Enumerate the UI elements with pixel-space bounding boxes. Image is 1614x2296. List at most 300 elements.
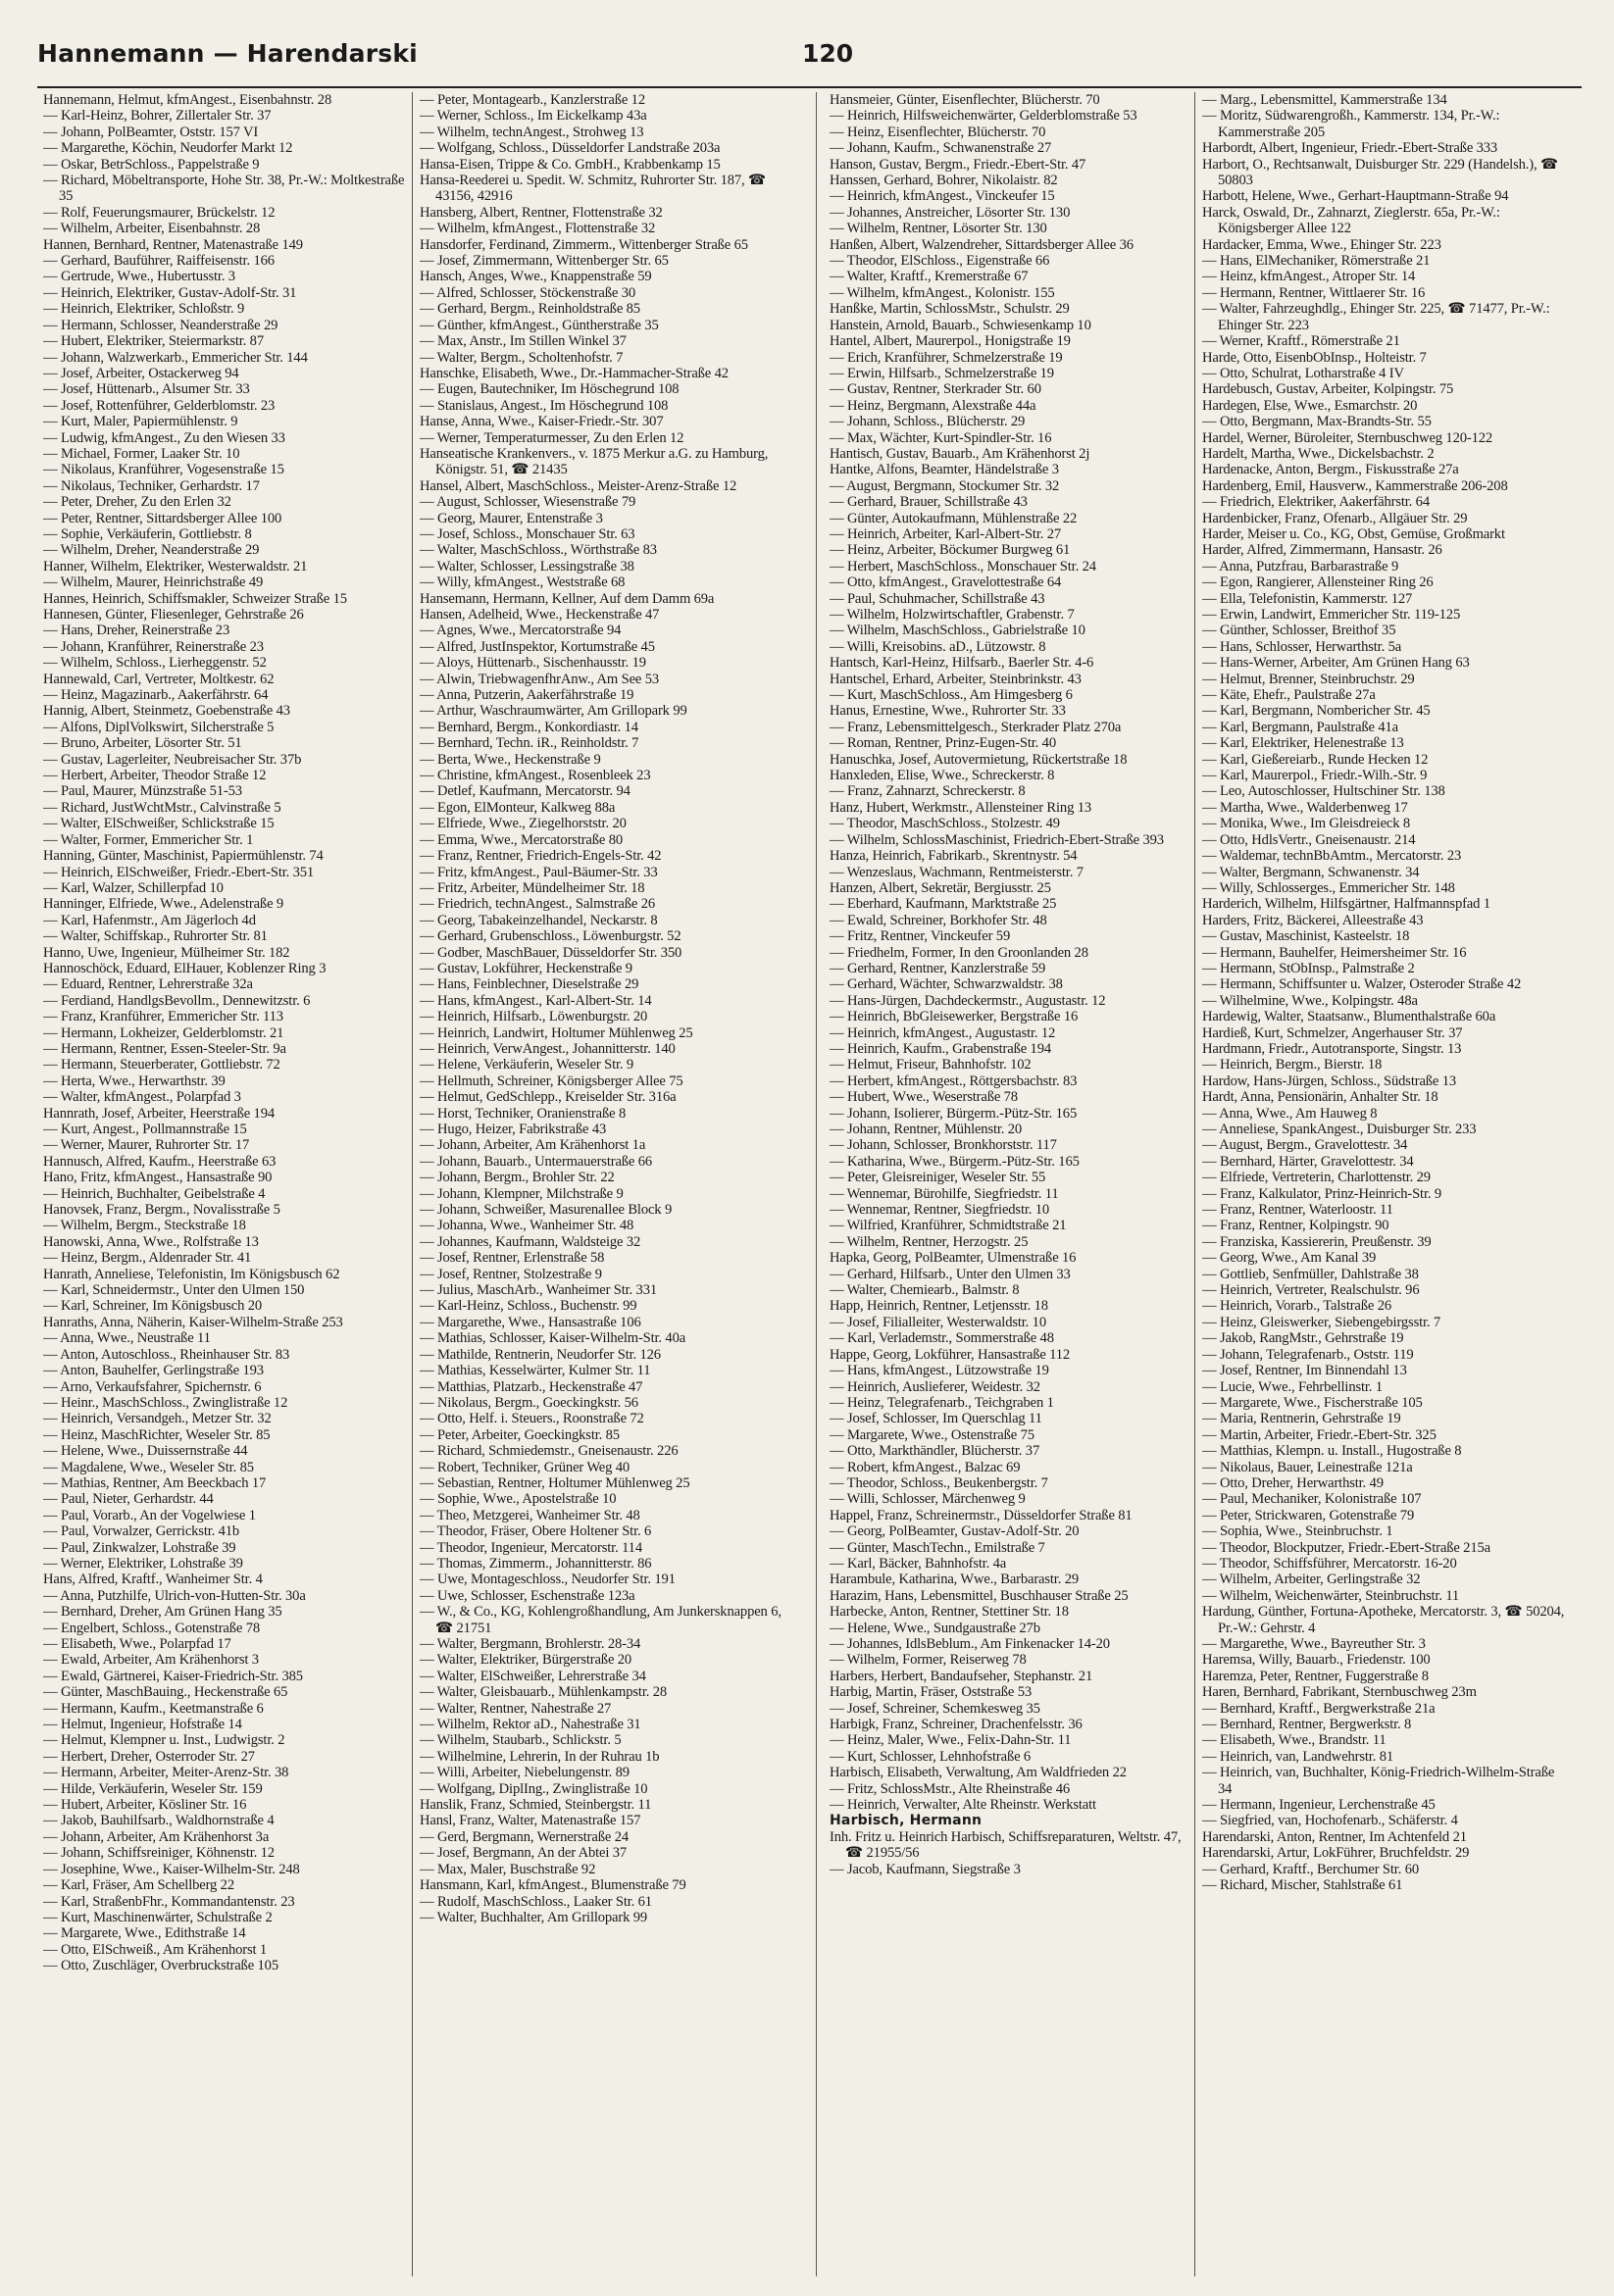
directory-entry: — Eduard, Rentner, Lehrerstraße 32a — [43, 976, 253, 993]
directory-entry: — Josef, Rentner, Stolzestraße 9 — [420, 1266, 602, 1282]
directory-entry: — Günter, MaschBauing., Heckenstraße 65 — [43, 1684, 288, 1701]
directory-entry: — Wilhelm, Former, Reiserweg 78 — [830, 1652, 1027, 1669]
directory-entry: Harder, Alfred, Zimmermann, Hansastr. 26 — [1202, 542, 1442, 559]
directory-entry: — Theodor, Fräser, Obere Holtener Str. 6 — [420, 1523, 652, 1540]
directory-entry: — Walter, Chemiearb., Balmstr. 8 — [830, 1282, 1020, 1299]
directory-entry: — Godber, MaschBauer, Düsseldorfer Str. 350 — [420, 944, 682, 961]
directory-entry: — Kurt, Schlosser, Lehnhofstraße 6 — [830, 1748, 1032, 1765]
directory-entry: Hanovsek, Franz, Bergm., Novalisstraße 5 — [43, 1202, 280, 1219]
directory-entry: — Agnes, Wwe., Mercatorstraße 94 — [420, 623, 622, 639]
directory-entry: — Detlef, Kaufmann, Mercatorstr. 94 — [420, 783, 630, 800]
directory-entry: — Hans, Feinblechner, Dieselstraße 29 — [420, 976, 639, 993]
directory-entry: — Franz, Lebensmittelgesch., Sterkrader Platz 270a — [830, 719, 1122, 735]
directory-entry: — Sebastian, Rentner, Holtumer Mühlenweg 25 — [420, 1474, 690, 1491]
directory-entry: — Heinr., MaschSchloss., Zwinglistraße 12 — [43, 1394, 288, 1411]
directory-entry: — Otto, ElSchweiß., Am Krähenhorst 1 — [43, 1941, 268, 1958]
directory-entry: — Walter, Bergm., Scholtenhofstr. 7 — [420, 349, 624, 366]
directory-entry: — Walter, Former, Emmericher Str. 1 — [43, 831, 254, 848]
directory-entry: — Wilhelm, SchlossMaschinist, Friedrich-Ebert-Straße 393 — [830, 831, 1164, 848]
directory-entry: — Josef, Schloss., Monschauer Str. 63 — [420, 525, 635, 542]
column-divider — [816, 92, 817, 2276]
directory-entry: Harder, Meiser u. Co., KG, Obst, Gemüse, Großmarkt — [1202, 525, 1505, 542]
directory-entry: — Bernhard, Dreher, Am Grünen Hang 35 — [43, 1604, 282, 1621]
directory-entry: — Josef, Schreiner, Schemkesweg 35 — [830, 1700, 1040, 1717]
directory-entry: Hantschel, Erhard, Arbeiter, Steinbrinkstr. 43 — [830, 671, 1082, 687]
directory-entry: — Franz, Rentner, Kolpingstr. 90 — [1202, 1218, 1389, 1234]
directory-entry: Hannrath, Josef, Arbeiter, Heerstraße 194 — [43, 1105, 276, 1122]
directory-entry: — Willi, Schlosser, Märchenweg 9 — [830, 1491, 1026, 1508]
directory-entry: — Wilhelm, Rektor aD., Nahestraße 31 — [420, 1717, 641, 1733]
directory-entry: — Hans, Dreher, Reinerstraße 23 — [43, 623, 230, 639]
directory-entry: Harendarski, Artur, LokFührer, Bruchfeldstr. 29 — [1202, 1845, 1470, 1862]
directory-entry: — Gerhard, Grubenschloss., Löwenburgstr. 52 — [420, 928, 681, 945]
directory-entry: — Martin, Arbeiter, Friedr.-Ebert-Str. 325 — [1202, 1426, 1437, 1443]
directory-entry: — Johann, Schloss., Blücherstr. 29 — [830, 414, 1026, 430]
directory-entry: — Gottlieb, Senfmüller, Dahlstraße 38 — [1202, 1266, 1419, 1282]
directory-entry: — Werner, Temperaturmesser, Zu den Erlen 12 — [420, 429, 684, 446]
directory-entry: — Wilhelm, Arbeiter, Gerlingstraße 32 — [1202, 1572, 1421, 1588]
directory-entry: — Christine, kfmAngest., Rosenbleek 23 — [420, 768, 651, 784]
directory-entry: — Heinz, Maler, Wwe., Felix-Dahn-Str. 11 — [830, 1732, 1072, 1749]
directory-entry: Hardacker, Emma, Wwe., Ehinger Str. 223 — [1202, 236, 1441, 253]
directory-entry: — Katharina, Wwe., Bürgerm.-Pütz-Str. 165 — [830, 1153, 1080, 1170]
directory-entry: Hardieß, Kurt, Schmelzer, Angerhauser Str. 37 — [1202, 1024, 1463, 1041]
directory-entry: — Willy, kfmAngest., Weststraße 68 — [420, 574, 626, 591]
directory-entry: — Josef, Rentner, Erlenstraße 58 — [420, 1250, 605, 1267]
directory-entry: — Walter, Schiffskap., Ruhrorter Str. 81 — [43, 928, 268, 945]
directory-entry: — Wilhelmine, Lehrerin, In der Ruhrau 1b — [420, 1748, 660, 1765]
directory-entry: — Heinz, Telegrafenarb., Teichgraben 1 — [830, 1394, 1054, 1411]
directory-entry: — Heinrich, kfmAngest., Vinckeufer 15 — [830, 188, 1055, 205]
directory-entry: — Sophie, Verkäuferin, Gottliebstr. 8 — [43, 525, 252, 542]
directory-entry: — Elisabeth, Wwe., Brandstr. 11 — [1202, 1732, 1387, 1749]
directory-entry: — Wilhelm, technAngest., Strohweg 13 — [420, 124, 644, 140]
directory-entry: Hanßke, Martin, SchlossMstr., Schulstr. 29 — [830, 301, 1070, 318]
directory-entry: — Werner, Elektriker, Lohstraße 39 — [43, 1555, 243, 1572]
directory-entry: — Heinrich, Verwalter, Alte Rheinstr. Werkstatt — [830, 1797, 1096, 1814]
directory-entry: Hannemann, Helmut, kfmAngest., Eisenbahnstr. 28 — [43, 92, 332, 108]
directory-entry: — Wennemar, Bürohilfe, Siegfriedstr. 11 — [830, 1185, 1059, 1202]
directory-entry: — Johann, Arbeiter, Am Krähenhorst 3a — [43, 1828, 270, 1845]
directory-entry: — Sophie, Wwe., Apostelstraße 10 — [420, 1491, 617, 1508]
directory-entry: Hanssen, Gerhard, Bohrer, Nikolaistr. 82 — [830, 173, 1058, 189]
directory-entry: Hannesen, Günter, Fliesenleger, Gehrstraße 26 — [43, 607, 304, 623]
page-header — [37, 39, 1582, 84]
directory-entry: — Bernhard, Härter, Gravelottestr. 34 — [1202, 1153, 1414, 1170]
directory-entry: Hanzen, Albert, Sekretär, Bergiusstr. 25 — [830, 879, 1051, 896]
directory-entry: — Waldemar, technBbAmtm., Mercatorstr. 23 — [1202, 848, 1462, 865]
directory-entry: — Bernhard, Bergm., Konkordiastr. 14 — [420, 719, 638, 735]
directory-entry: — Uwe, Montageschloss., Neudorfer Str. 191 — [420, 1572, 676, 1588]
directory-entry: — Gerhard, Rentner, Kanzlerstraße 59 — [830, 960, 1046, 976]
directory-entry: Harde, Otto, EisenbObInsp., Holteistr. 7 — [1202, 349, 1427, 366]
directory-entry: — Helene, Wwe., Duissernstraße 44 — [43, 1443, 248, 1460]
directory-entry: Harderich, Wilhelm, Hilfsgärtner, Halfmannspfad 1 — [1202, 896, 1490, 913]
directory-entry: — Johann, Walzwerkarb., Emmericher Str. 144 — [43, 349, 308, 366]
directory-entry: Harders, Fritz, Bäckerei, Alleestraße 43 — [1202, 912, 1424, 928]
directory-entry: — Uwe, Schlosser, Eschenstraße 123a — [420, 1587, 635, 1604]
directory-entry: — Magdalene, Wwe., Weseler Str. 85 — [43, 1459, 254, 1475]
directory-entry: — Roman, Rentner, Prinz-Eugen-Str. 40 — [830, 735, 1056, 752]
directory-entry: — Karl, Schneidermstr., Unter den Ulmen 150 — [43, 1282, 305, 1299]
directory-entry: Hannig, Albert, Steinmetz, Goebenstraße 43 — [43, 703, 290, 720]
directory-entry: — Georg, Wwe., Am Kanal 39 — [1202, 1250, 1377, 1267]
directory-entry: — Fritz, SchlossMstr., Alte Rheinstraße 46 — [830, 1780, 1071, 1797]
directory-entry: — Jakob, RangMstr., Gehrstraße 19 — [1202, 1330, 1404, 1347]
directory-entry: — Johann, PolBeamter, Oststr. 157 VI — [43, 124, 259, 140]
directory-entry: — Walter, MaschSchloss., Wörthstraße 83 — [420, 542, 657, 559]
directory-entry: — Josephine, Wwe., Kaiser-Wilhelm-Str. 248 — [43, 1861, 300, 1877]
directory-entry: — Theodor, MaschSchloss., Stolzestr. 49 — [830, 816, 1060, 832]
directory-entry: — Heinrich, van, Landwehrstr. 81 — [1202, 1748, 1394, 1765]
column-divider — [1194, 92, 1195, 2276]
directory-entry: Hantisch, Gustav, Bauarb., Am Krähenhorst 2j — [830, 445, 1090, 462]
directory-entry: — Hermann, Arbeiter, Meiter-Arenz-Str. 38 — [43, 1765, 289, 1781]
directory-entry: — Elfriede, Wwe., Ziegelhorststr. 20 — [420, 816, 627, 832]
directory-entry: — Michael, Former, Laaker Str. 10 — [43, 445, 240, 462]
directory-entry: — Kurt, Maler, Papiermühlenstr. 9 — [43, 414, 238, 430]
directory-entry: Hardenacke, Anton, Bergm., Fiskusstraße 27a — [1202, 462, 1459, 478]
directory-entry: — Karl, Bergmann, Paulstraße 41a — [1202, 719, 1399, 735]
directory-entry: — Monika, Wwe., Im Gleisdreieck 8 — [1202, 816, 1411, 832]
directory-entry: — Nikolaus, Bergm., Goeckingkstr. 56 — [420, 1394, 638, 1411]
directory-entry: — Johann, Schiffsreiniger, Köhnenstr. 12 — [43, 1845, 275, 1862]
directory-entry: Harbisch, Elisabeth, Verwaltung, Am Waldfrieden 22 — [830, 1765, 1127, 1781]
directory-entry: — Otto, Zuschläger, Overbruckstraße 105 — [43, 1958, 278, 1974]
directory-entry: — Gerd, Bergmann, Wernerstraße 24 — [420, 1828, 629, 1845]
directory-entry: — Fritz, kfmAngest., Paul-Bäumer-Str. 33 — [420, 864, 658, 880]
directory-entry: — Richard, Schmiedemstr., Gneisenaustr. 226 — [420, 1443, 679, 1460]
directory-entry: — Johannes, Anstreicher, Lösorter Str. 130 — [830, 204, 1071, 221]
directory-entry: — Karl, Schreiner, Im Königsbusch 20 — [43, 1298, 263, 1315]
header-rule — [37, 86, 1582, 88]
directory-entry: — Hermann, Schiffsunter u. Walzer, Osteroder Straße 42 — [1202, 976, 1522, 993]
directory-column-1 — [43, 92, 406, 2278]
directory-entry: — Werner, Schloss., Im Eickelkamp 43a — [420, 108, 647, 125]
directory-entry: Hano, Fritz, kfmAngest., Hansastraße 90 — [43, 1170, 273, 1186]
directory-entry: — Josef, Schlosser, Im Querschlag 11 — [830, 1411, 1042, 1427]
directory-entry: — Arthur, Waschraumwärter, Am Grillopark 99 — [420, 703, 687, 720]
directory-entry: — Sophia, Wwe., Steinbruchstr. 1 — [1202, 1523, 1393, 1540]
directory-entry: — Bernhard, Kraftf., Bergwerkstraße 21a — [1202, 1700, 1436, 1717]
directory-entry: — Max, Wächter, Kurt-Spindler-Str. 16 — [830, 429, 1052, 446]
directory-entry: Hannoschöck, Eduard, ElHauer, Koblenzer Ring 3 — [43, 960, 327, 976]
directory-entry: — Wilhelmine, Wwe., Kolpingstr. 48a — [1202, 992, 1418, 1009]
directory-entry: — Walter, Kraftf., Kremerstraße 67 — [830, 269, 1029, 285]
directory-entry: — Alfred, Schlosser, Stöckenstraße 30 — [420, 284, 636, 301]
directory-entry: — Franz, Rentner, Waterloostr. 11 — [1202, 1202, 1393, 1219]
directory-entry: — Heinrich, Kaufm., Grabenstraße 194 — [830, 1040, 1051, 1057]
directory-entry: — Franz, Kranführer, Emmericher Str. 113 — [43, 1009, 283, 1025]
directory-entry: — Karl, Verlademstr., Sommerstraße 48 — [830, 1330, 1054, 1347]
directory-entry: — Johannes, Kaufmann, Waldsteige 32 — [420, 1233, 641, 1250]
directory-entry: — Gerhard, Bergm., Reinholdstraße 85 — [420, 301, 640, 318]
directory-entry: — Ewald, Gärtnerei, Kaiser-Friedrich-Str. 385 — [43, 1668, 303, 1684]
directory-entry: — Heinz, kfmAngest., Atroper Str. 14 — [1202, 269, 1416, 285]
directory-entry: — Johann, Bergm., Brohler Str. 22 — [420, 1170, 615, 1186]
directory-entry: — Eugen, Bautechniker, Im Höschegrund 108 — [420, 381, 680, 398]
directory-entry: — Karl, Elektriker, Helenestraße 13 — [1202, 735, 1404, 752]
directory-entry: — Günter, Autokaufmann, Mühlenstraße 22 — [830, 510, 1078, 526]
directory-entry: — Ludwig, kfmAngest., Zu den Wiesen 33 — [43, 429, 285, 446]
directory-entry: Hardung, Günther, Fortuna-Apotheke, Mercatorstr. 3, ☎ 50204, Pr.-W.: Gehrstr. 4 — [1202, 1604, 1565, 1636]
directory-entry: — Paul, Mechaniker, Kolonistraße 107 — [1202, 1491, 1422, 1508]
directory-entry: Hanson, Gustav, Bergm., Friedr.-Ebert-Str. 47 — [830, 156, 1086, 173]
directory-entry: Hardmann, Friedr., Autotransporte, Singstr. 13 — [1202, 1040, 1462, 1057]
directory-entry: — Franz, Kalkulator, Prinz-Heinrich-Str. 9 — [1202, 1185, 1441, 1202]
directory-entry: — Alwin, TriebwagenfhrAnw., Am See 53 — [420, 671, 660, 687]
directory-entry: — Gerhard, Hilfsarb., Unter den Ulmen 33 — [830, 1266, 1071, 1282]
directory-entry: Harendarski, Anton, Rentner, Im Achtenfeld 21 — [1202, 1828, 1467, 1845]
directory-entry: Hantsch, Karl-Heinz, Hilfsarb., Baerler Str. 4-6 — [830, 655, 1094, 672]
directory-entry: — Kurt, MaschSchloss., Am Himgesberg 6 — [830, 687, 1073, 704]
directory-entry: Harazim, Hans, Lebensmittel, Buschhauser Straße 25 — [830, 1587, 1129, 1604]
directory-entry: — Otto, Bergmann, Max-Brandts-Str. 55 — [1202, 414, 1432, 430]
directory-entry: — Johann, Schweißer, Masurenallee Block 9 — [420, 1202, 673, 1219]
directory-entry: — Richard, JustWchtMstr., Calvinstraße 5 — [43, 799, 281, 816]
directory-entry: — Johann, Schlosser, Bronkhorststr. 117 — [830, 1137, 1057, 1154]
directory-entry: — Hubert, Elektriker, Steiermarkstr. 87 — [43, 333, 264, 350]
directory-entry: — Helmut, Brenner, Steinbruchstr. 29 — [1202, 671, 1415, 687]
directory-entry: — Wilfried, Kranführer, Schmidtstraße 21 — [830, 1218, 1067, 1234]
directory-entry: — Karl-Heinz, Schloss., Buchenstr. 99 — [420, 1298, 637, 1315]
directory-entry: — Paul, Zinkwalzer, Lohstraße 39 — [43, 1539, 236, 1556]
directory-entry: — Fritz, Rentner, Vinckeufer 59 — [830, 928, 1011, 945]
directory-entry: — Johann, Isolierer, Bürgerm.-Pütz-Str. 165 — [830, 1105, 1078, 1122]
directory-entry: Hardelt, Martha, Wwe., Dickelsbachstr. 2 — [1202, 445, 1435, 462]
directory-entry: — Erwin, Landwirt, Emmericher Str. 119-125 — [1202, 607, 1461, 623]
directory-entry: — Anna, Putzerin, Aakerfährstraße 19 — [420, 687, 634, 704]
directory-entry: — Heinrich, Elektriker, Schloßstr. 9 — [43, 301, 245, 318]
directory-entry: — Otto, Markthändler, Blücherstr. 37 — [830, 1443, 1040, 1460]
directory-entry: — Paul, Vorarb., An der Vogelwiese 1 — [43, 1507, 256, 1523]
directory-entry: — Wilhelm, Bergm., Steckstraße 18 — [43, 1218, 246, 1234]
directory-entry: Harbort, O., Rechtsanwalt, Duisburger Str. 229 (Handelsh.), ☎ 50803 — [1202, 156, 1558, 189]
directory-entry: — Margarete, Wwe., Edithstraße 14 — [43, 1925, 246, 1942]
directory-entry: — Josef, Filialleiter, Westerwaldstr. 10 — [830, 1314, 1046, 1330]
directory-entry: — Gustav, Lokführer, Heckenstraße 9 — [420, 960, 632, 976]
directory-entry: — Heinrich, Hilfsweichenwärter, Gelderblomstraße 53 — [830, 108, 1137, 125]
directory-entry: — Theo, Metzgerei, Wanheimer Str. 48 — [420, 1507, 640, 1523]
directory-entry: — Bruno, Arbeiter, Lösorter Str. 51 — [43, 735, 242, 752]
directory-entry: — Herbert, Dreher, Osterroder Str. 27 — [43, 1748, 255, 1765]
directory-entry: Haren, Bernhard, Fabrikant, Sternbuschweg 23m — [1202, 1684, 1477, 1701]
directory-entry: Hansberg, Albert, Rentner, Flottenstraße 32 — [420, 204, 663, 221]
directory-entry: — Helene, Wwe., Sundgaustraße 27b — [830, 1620, 1040, 1636]
directory-entry: — Heinz, Bergm., Aldenrader Str. 41 — [43, 1250, 252, 1267]
directory-entry: Hanner, Wilhelm, Elektriker, Westerwaldstr. 21 — [43, 558, 308, 574]
directory-entry: — August, Bergm., Gravelottestr. 34 — [1202, 1137, 1408, 1154]
directory-entry: — Wilhelm, kfmAngest., Kolonistr. 155 — [830, 284, 1055, 301]
directory-entry: — Gustav, Lagerleiter, Neubreisacher Str. 37b — [43, 751, 302, 768]
directory-entry: — Hans, kfmAngest., Lützowstraße 19 — [830, 1363, 1049, 1379]
directory-entry: — Gerhard, Bauführer, Raiffeisenstr. 166 — [43, 253, 275, 270]
directory-entry: Hanza, Heinrich, Fabrikarb., Skrentnystr. 54 — [830, 848, 1078, 865]
directory-entry: Hanßen, Albert, Walzendreher, Sittardsberger Allee 36 — [830, 236, 1134, 253]
directory-entry: Hannusch, Alfred, Kaufm., Heerstraße 63 — [43, 1153, 277, 1170]
directory-entry: Hansa-Reederei u. Spedit. W. Schmitz, Ruhrorter Str. 187, ☎ 43156, 42916 — [420, 173, 767, 205]
directory-entry: Hanschke, Elisabeth, Wwe., Dr.-Hammacher-Straße 42 — [420, 365, 729, 381]
directory-entry: — Elisabeth, Wwe., Polarpfad 17 — [43, 1636, 231, 1652]
directory-entry: — Wolfgang, Schloss., Düsseldorfer Landstraße 203a — [420, 140, 721, 157]
directory-entry: — Matthias, Klempn. u. Install., Hugostraße 8 — [1202, 1443, 1462, 1460]
directory-entry: — Heinz, MaschRichter, Weseler Str. 85 — [43, 1426, 271, 1443]
directory-entry: Hanninger, Elfriede, Wwe., Adelenstraße 9 — [43, 896, 284, 913]
directory-entry: — Heinz, Bergmann, Alexstraße 44a — [830, 397, 1036, 414]
directory-entry: — Walter, Gleisbauarb., Mühlenkampstr. 28 — [420, 1684, 668, 1701]
directory-entry: — Hermann, Ingenieur, Lerchenstraße 45 — [1202, 1797, 1436, 1814]
directory-entry: Happe, Georg, Lokführer, Hansastraße 112 — [830, 1346, 1071, 1363]
directory-entry: — Karl, StraßenbFhr., Kommandantenstr. 23 — [43, 1893, 295, 1910]
directory-entry: — Johann, Arbeiter, Am Krähenhorst 1a — [420, 1137, 646, 1154]
directory-entry: Hannen, Bernhard, Rentner, Matenastraße 149 — [43, 236, 303, 253]
directory-entry: — Günther, Schlosser, Breithof 35 — [1202, 623, 1396, 639]
directory-entry: — Käte, Ehefr., Paulstraße 27a — [1202, 687, 1376, 704]
directory-entry: — Heinz, Arbeiter, Böckumer Burgweg 61 — [830, 542, 1071, 559]
directory-entry: — Paul, Schuhmacher, Schillstraße 43 — [830, 590, 1045, 607]
directory-entry: Hanno, Uwe, Ingenieur, Mülheimer Str. 182 — [43, 944, 290, 961]
directory-entry: — Herta, Wwe., Herwarthstr. 39 — [43, 1073, 226, 1089]
directory-entry: — Theodor, Ingenieur, Mercatorstr. 114 — [420, 1539, 642, 1556]
directory-entry: Hanraths, Anna, Näherin, Kaiser-Wilhelm-Straße 253 — [43, 1314, 343, 1330]
directory-entry: — Anna, Putzfrau, Barbarastraße 9 — [1202, 558, 1399, 574]
directory-entry: — Willy, Schlosserges., Emmericher Str. 148 — [1202, 879, 1455, 896]
directory-entry: — Johannes, IdlsBeblum., Am Finkenacker 14-20 — [830, 1636, 1110, 1652]
directory-entry: — Ewald, Schreiner, Borkhofer Str. 48 — [830, 912, 1047, 928]
directory-entry: — Gustav, Maschinist, Kasteelstr. 18 — [1202, 928, 1410, 945]
directory-entry: — Wennemar, Rentner, Siegfriedstr. 10 — [830, 1202, 1050, 1219]
directory-entry: Hanz, Hubert, Werkmstr., Allensteiner Ring 13 — [830, 799, 1092, 816]
directory-entry: — Erich, Kranführer, Schmelzerstraße 19 — [830, 349, 1063, 366]
directory-entry: Happ, Heinrich, Rentner, Letjensstr. 18 — [830, 1298, 1048, 1315]
directory-entry: Harbecke, Anton, Rentner, Stettiner Str. 18 — [830, 1604, 1069, 1621]
directory-entry: — Helene, Verkäuferin, Weseler Str. 9 — [420, 1057, 634, 1073]
directory-entry: — Martha, Wwe., Walderbenweg 17 — [1202, 799, 1408, 816]
directory-entry: — Alfred, JustInspektor, Kortumstraße 45 — [420, 638, 655, 655]
directory-entry: Hans, Alfred, Kraftf., Wanheimer Str. 4 — [43, 1572, 263, 1588]
directory-entry: — Theodor, Schiffsführer, Mercatorstr. 16-20 — [1202, 1555, 1457, 1572]
directory-entry: — Heinrich, kfmAngest., Augustastr. 12 — [830, 1024, 1056, 1041]
directory-entry: — Walter, ElSchweißer, Schlickstraße 15 — [43, 816, 275, 832]
directory-entry: — Anna, Wwe., Am Hauweg 8 — [1202, 1105, 1378, 1122]
directory-entry: — Ewald, Arbeiter, Am Krähenhorst 3 — [43, 1652, 259, 1669]
directory-entry: Hansa-Eisen, Trippe & Co. GmbH., Krabbenkamp 15 — [420, 156, 721, 173]
directory-entry: — Robert, Techniker, Grüner Weg 40 — [420, 1459, 630, 1475]
directory-entry: Hardewig, Walter, Staatsanw., Blumenthalstraße 60a — [1202, 1009, 1496, 1025]
directory-entry: — Margarethe, Wwe., Hansastraße 106 — [420, 1314, 641, 1330]
directory-entry: — Heinz, Eisenflechter, Blücherstr. 70 — [830, 124, 1046, 140]
directory-entry: — Egon, ElMonteur, Kalkweg 88a — [420, 799, 616, 816]
directory-entry: — Wilhelm, Weichenwärter, Steinbruchstr. 11 — [1202, 1587, 1460, 1604]
directory-entry: — Horst, Techniker, Oranienstraße 8 — [420, 1105, 627, 1122]
directory-entry: — Erwin, Hilfsarb., Schmelzerstraße 19 — [830, 365, 1054, 381]
directory-entry: — Mathias, Kesselwärter, Kulmer Str. 11 — [420, 1363, 651, 1379]
directory-entry: — Richard, Möbeltransporte, Hohe Str. 38, Pr.-W.: Moltkestraße 35 — [43, 173, 405, 205]
directory-entry: — Hans, ElMechaniker, Römerstraße 21 — [1202, 253, 1431, 270]
directory-entry: — Heinrich, Versandgeh., Metzer Str. 32 — [43, 1411, 272, 1427]
directory-entry: — Otto, kfmAngest., Gravelottestraße 64 — [830, 574, 1062, 591]
directory-entry: — Willi, Arbeiter, Niebelungenstr. 89 — [420, 1765, 630, 1781]
directory-entry: — Heinz, Magazinarb., Aakerfährstr. 64 — [43, 687, 269, 704]
directory-entry: — Friedrich, technAngest., Salmstraße 26 — [420, 896, 656, 913]
directory-entry: Harambule, Katharina, Wwe., Barbarastr. 29 — [830, 1572, 1079, 1588]
directory-entry: — Karl, Walzer, Schillerpfad 10 — [43, 879, 224, 896]
page-number: 120 — [802, 39, 854, 68]
directory-entry: — Mathias, Rentner, Am Beeckbach 17 — [43, 1474, 267, 1491]
directory-entry: Hardow, Hans-Jürgen, Schloss., Südstraße 13 — [1202, 1073, 1457, 1089]
directory-entry: — Heinrich, VerwAngest., Johannitterstr. 140 — [420, 1040, 676, 1057]
directory-entry: — Heinrich, ElSchweißer, Friedr.-Ebert-Str. 351 — [43, 864, 315, 880]
directory-entry: — Günter, MaschTechn., Emilstraße 7 — [830, 1539, 1045, 1556]
directory-entry: — Emma, Wwe., Mercatorstraße 80 — [420, 831, 624, 848]
directory-entry: — Walter, Bergmann, Schwanenstr. 34 — [1202, 864, 1420, 880]
directory-entry: — Walter, Buchhalter, Am Grillopark 99 — [420, 1909, 648, 1925]
directory-entry: — Karl-Heinz, Bohrer, Zillertaler Str. 37 — [43, 108, 272, 125]
directory-entry: Hanus, Ernestine, Wwe., Ruhrorter Str. 33 — [830, 703, 1066, 720]
directory-entry: — Friedrich, Elektriker, Aakerfährstr. 64 — [1202, 494, 1430, 511]
directory-entry: — Walter, Elektriker, Bürgerstraße 20 — [420, 1652, 632, 1669]
directory-entry: — Werner, Maurer, Ruhrorter Str. 17 — [43, 1137, 250, 1154]
directory-entry: — Peter, Montagearb., Kanzlerstraße 12 — [420, 92, 645, 108]
directory-entry: — Wilhelm, Rentner, Herzogstr. 25 — [830, 1233, 1029, 1250]
directory-entry: — Stanislaus, Angest., Im Höschegrund 108 — [420, 397, 669, 414]
directory-entry: — Gerhard, Brauer, Schillstraße 43 — [830, 494, 1028, 511]
directory-entry: Hardel, Werner, Büroleiter, Sternbuschweg 120-122 — [1202, 429, 1493, 446]
directory-entry: — Hans-Werner, Arbeiter, Am Grünen Hang 63 — [1202, 655, 1470, 672]
directory-entry: — Elfriede, Vertreterin, Charlottenstr. 29 — [1202, 1170, 1431, 1186]
directory-entry: — Margarete, Wwe., Ostenstraße 75 — [830, 1426, 1034, 1443]
directory-entry: Hansemann, Hermann, Kellner, Auf dem Damm 69a — [420, 590, 715, 607]
directory-entry: — Theodor, ElSchloss., Eigenstraße 66 — [830, 253, 1050, 270]
directory-entry: Hansmann, Karl, kfmAngest., Blumenstraße 79 — [420, 1877, 686, 1894]
directory-entry: — Hans, kfmAngest., Karl-Albert-Str. 14 — [420, 992, 652, 1009]
directory-entry: — Franz, Rentner, Friedrich-Engels-Str. 42 — [420, 848, 662, 865]
directory-entry: — Herbert, MaschSchloss., Monschauer Str. 24 — [830, 558, 1096, 574]
directory-entry: Harbig, Martin, Fräser, Oststraße 53 — [830, 1684, 1032, 1701]
directory-entry: — Anna, Wwe., Neustraße 11 — [43, 1330, 211, 1347]
directory-entry: — Georg, PolBeamter, Gustav-Adolf-Str. 20 — [830, 1523, 1080, 1540]
directory-entry: — Wilhelm, Schloss., Lierheggenstr. 52 — [43, 655, 267, 672]
directory-entry: — Hermann, Lokheizer, Gelderblomstr. 21 — [43, 1024, 284, 1041]
directory-entry: — Alfons, DiplVolkswirt, Silcherstraße 5 — [43, 719, 275, 735]
running-head: Hannemann — Harendarski — [37, 39, 418, 68]
directory-entry: — Hans-Jürgen, Dachdeckermstr., Augustastr. 12 — [830, 992, 1106, 1009]
directory-entry: — Wolfgang, DiplIng., Zwinglistraße 10 — [420, 1780, 648, 1797]
directory-entry: — Leo, Autoschlosser, Hultschiner Str. 138 — [1202, 783, 1445, 800]
directory-entry: — Lucie, Wwe., Fehrbellinstr. 1 — [1202, 1378, 1383, 1395]
directory-entry: — Matthias, Platzarb., Heckenstraße 47 — [420, 1378, 643, 1395]
directory-entry: Hantke, Alfons, Beamter, Händelstraße 3 — [830, 462, 1059, 478]
directory-entry: — Wilhelm, Maurer, Heinrichstraße 49 — [43, 574, 264, 591]
directory-entry: — Johann, Kranführer, Reinerstraße 23 — [43, 638, 264, 655]
directory-entry: — Ferdiand, HandlgsBevollm., Dennewitzstr. 6 — [43, 992, 311, 1009]
directory-entry: — Helmut, Friseur, Bahnhofstr. 102 — [830, 1057, 1032, 1073]
directory-entry: — Friedhelm, Former, In den Groonlanden 28 — [830, 944, 1088, 961]
directory-entry: — Hellmuth, Schreiner, Königsberger Allee 75 — [420, 1073, 683, 1089]
directory-entry: — Hermann, StObInsp., Palmstraße 2 — [1202, 960, 1415, 976]
directory-entry: — Eberhard, Kaufmann, Marktstraße 25 — [830, 896, 1057, 913]
directory-entry: — Peter, Gleisreiniger, Weseler Str. 55 — [830, 1170, 1046, 1186]
directory-entry: — Wenzeslaus, Wachmann, Rentmeisterstr. 7 — [830, 864, 1084, 880]
directory-entry: — Hermann, Schlosser, Neanderstraße 29 — [43, 317, 278, 333]
directory-entry: — Walter, Rentner, Nahestraße 27 — [420, 1700, 612, 1717]
directory-entry: — Walter, Bergmann, Brohlerstr. 28-34 — [420, 1636, 641, 1652]
directory-entry: Haremsa, Willy, Bauarb., Friedenstr. 100 — [1202, 1652, 1431, 1669]
directory-entry: — Walter, ElSchweißer, Lehrerstraße 34 — [420, 1668, 646, 1684]
directory-entry: — Josef, Hüttenarb., Alsumer Str. 33 — [43, 381, 250, 398]
directory-entry: — Johann, Klempner, Milchstraße 9 — [420, 1185, 624, 1202]
directory-entry: Hapka, Georg, PolBeamter, Ulmenstraße 16 — [830, 1250, 1077, 1267]
